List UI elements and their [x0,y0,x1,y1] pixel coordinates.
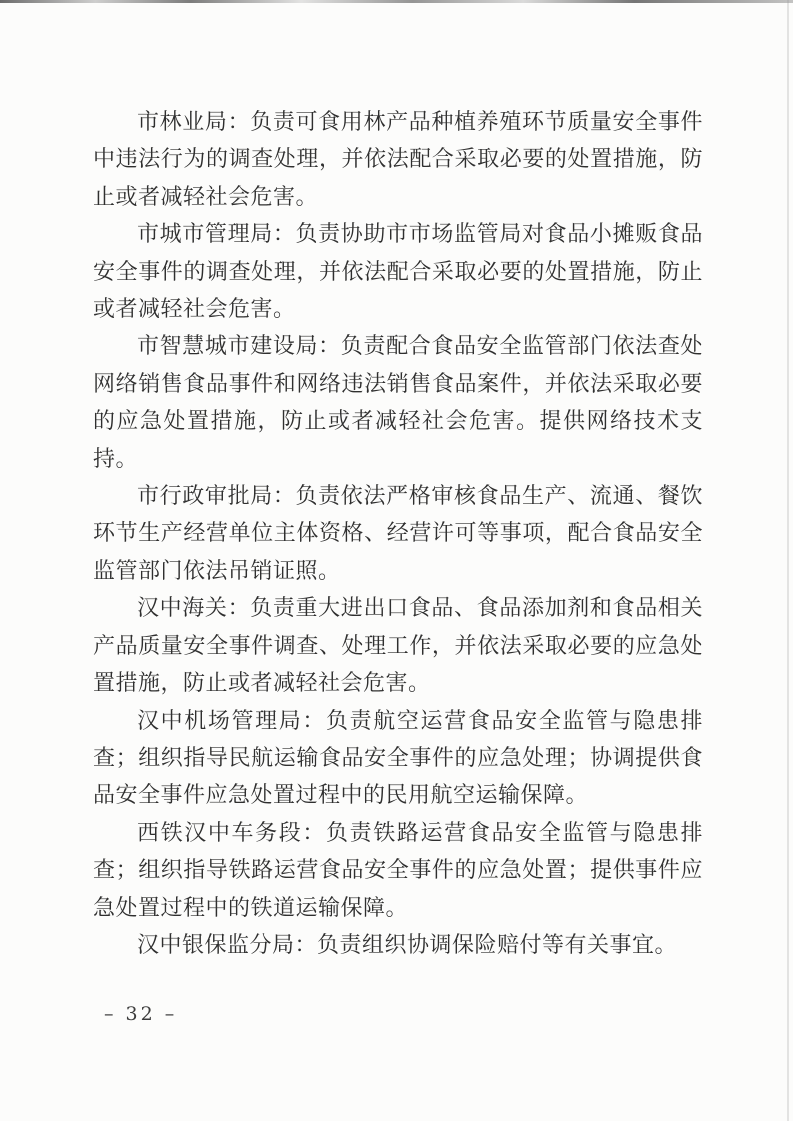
paragraph-banking-insurance-bureau: 汉中银保监分局：负责组织协调保险赔付等有关事宜。 [137,932,678,958]
page-number: – 32 – [104,1003,178,1025]
paragraph-admin-approval-bureau: 市行政审批局：负责依法严格审核食品生产、流通、餐饮环节生产经营单位主体资格、经营许可等事项，配合食品安全监管部门依法吊销证照。 [93,484,703,584]
paragraph-forestry-bureau: 市林业局：负责可食用林产品种植养殖环节质量安全事件中违法行为的调查处理，并依法配合采取必要的处置措施，防止或者减轻社会危害。 [93,110,703,210]
paragraph-airport-authority: 汉中机场管理局：负责航空运营食品安全监管与隐患排查；组织指导民航运输食品安全事件的应急处理；协调提供食品安全事件应急处置过程中的民用航空运输保障。 [93,708,703,809]
paragraph-hanzhong-customs: 汉中海关：负责重大进出口食品、食品添加剂和食品相关产品质量安全事件调查、处理工作，并依法采取必要的应急处置措施，防止或者减轻社会危害。 [93,596,703,697]
scan-artifact-top-edge [0,0,793,3]
document-body [93,104,703,964]
paragraph-railway-depot: 西铁汉中车务段：负责铁路运营食品安全监管与隐患排查；组织指导铁路运营食品安全事件的应急处置；提供事件应急处置过程中的铁道运输保障。 [93,820,703,921]
paragraph-smart-city-bureau: 市智慧城市建设局：负责配合食品安全监管部门依法查处网络销售食品事件和网络违法销售食品案件，并依法采取必要的应急处置措施，防止或者减轻社会危害。提供网络技术支持。 [93,334,703,472]
paragraph-urban-management-bureau: 市城市管理局：负责协助市市场监管局对食品小摊贩食品安全事件的调查处理，并依法配合采取必要的处置措施，防止或者减轻社会危害。 [93,222,703,323]
scan-artifact-right-edge [787,0,789,1121]
